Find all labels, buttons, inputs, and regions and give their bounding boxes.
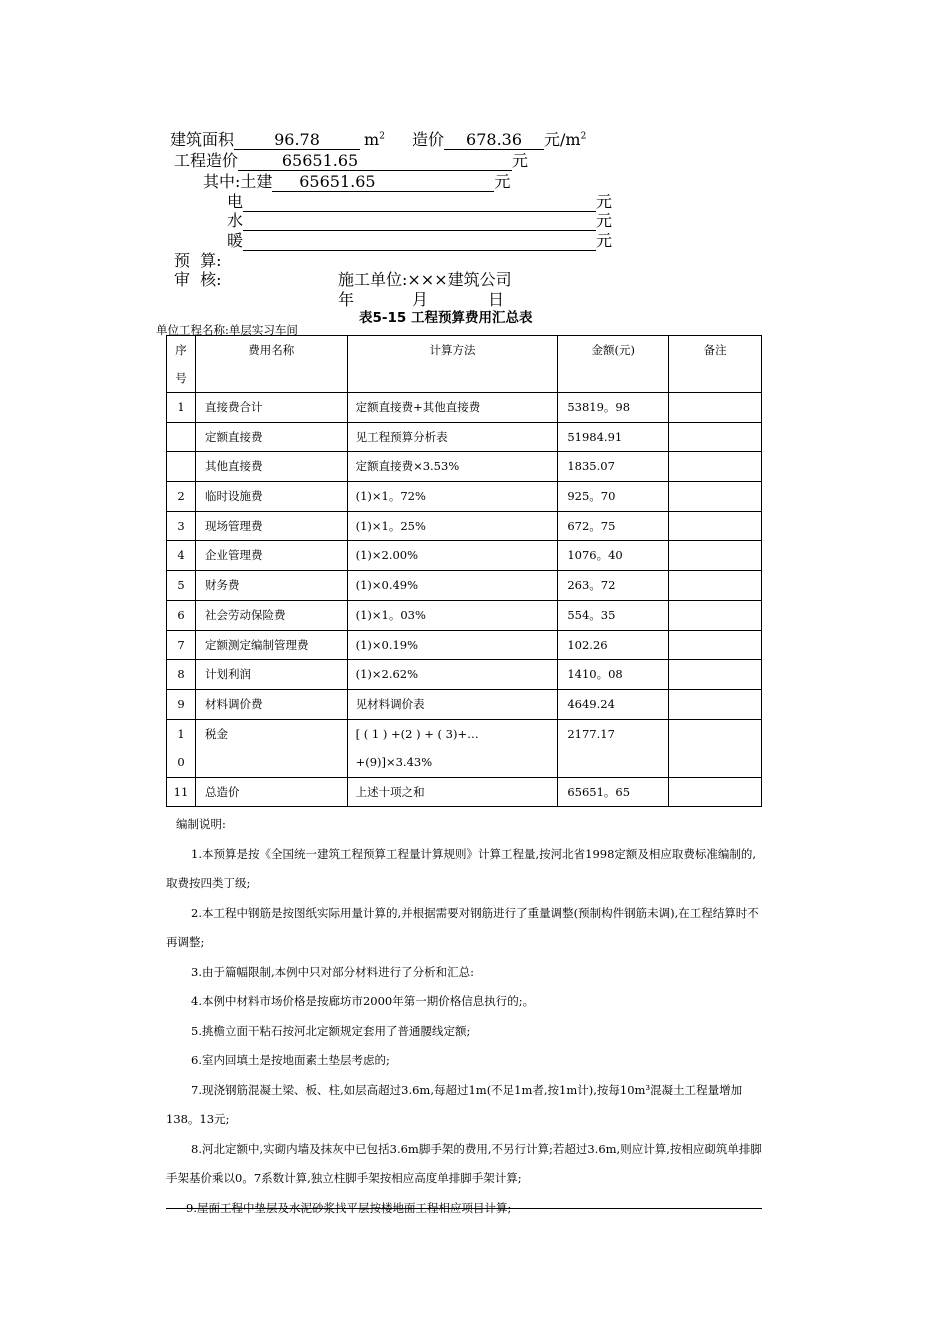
row-amount: 1076。40 xyxy=(558,541,669,571)
row-name: 税金 xyxy=(195,719,347,777)
note-item: 8.河北定额中,实砌内墙及抹灰中已包括3.6m脚手架的费用,不另行计算;若超过3.6m,则应计算,按相应砌筑单排脚手架基价乘以0。7系数计算,独立柱脚手架按相应高度单排脚手架计算; xyxy=(166,1141,762,1185)
row-no: 11 xyxy=(167,777,196,807)
heat-line xyxy=(227,228,612,251)
row-no: 1 xyxy=(167,393,196,423)
price-unit: 元$/m^2$ xyxy=(544,130,587,149)
row-amount: 102.26 xyxy=(558,630,669,660)
row-remark xyxy=(669,541,762,571)
date-month: 月 xyxy=(412,290,429,309)
row-method: (1)×0.49% xyxy=(347,571,558,601)
compilation-notes xyxy=(166,810,762,1223)
row-method: 见工程预算分析表 xyxy=(347,422,558,452)
table-row xyxy=(167,482,762,512)
row-remark xyxy=(669,777,762,807)
row-amount: 4649.24 xyxy=(558,689,669,719)
area-label: 建筑面积 xyxy=(170,130,235,149)
row-name: 企业管理费 xyxy=(195,541,347,571)
row-no: 3 xyxy=(167,511,196,541)
row-name: 社会劳动保险费 xyxy=(195,600,347,630)
row-name: 财务费 xyxy=(195,571,347,601)
row-no: 7 xyxy=(167,630,196,660)
row-remark xyxy=(669,689,762,719)
table-header-row xyxy=(167,336,762,393)
row-remark xyxy=(669,393,762,423)
row-no xyxy=(167,452,196,482)
civil-value: 65651.65 xyxy=(272,172,494,192)
bottom-rule xyxy=(166,1208,762,1209)
header-amount: 金额(元) xyxy=(558,336,669,393)
row-no xyxy=(167,422,196,452)
row-remark xyxy=(669,719,762,777)
row-remark xyxy=(669,660,762,690)
header-no: 序 号 xyxy=(167,336,196,393)
row-name: 定额测定编制管理费 xyxy=(195,630,347,660)
row-amount: 2177.17 xyxy=(558,719,669,777)
cost-label: 工程造价 xyxy=(174,151,239,170)
budget-label: 预 算: xyxy=(174,251,222,270)
company-name: 施工单位:×××建筑公司 xyxy=(338,270,512,289)
row-name: 其他直接费 xyxy=(195,452,347,482)
header-method: 计算方法 xyxy=(347,336,558,393)
row-method: (1)×1。72% xyxy=(347,482,558,512)
row-amount: 672。75 xyxy=(558,511,669,541)
elec-label: 电 xyxy=(227,192,244,211)
row-method: 上述十项之和 xyxy=(347,777,558,807)
row-no: 6 xyxy=(167,600,196,630)
note-item: 3.由于篇幅限制,本例中只对部分材料进行了分析和汇总: xyxy=(191,964,474,979)
note-item: 7.现浇钢筋混凝土梁、板、柱,如层高超过3.6m,每超过1m(不足1m者,按1m计),按每10m³混凝土工程量增加138。13元; xyxy=(166,1082,743,1126)
water-label: 水 xyxy=(227,211,244,230)
row-name: 计划利润 xyxy=(195,660,347,690)
table-row xyxy=(167,689,762,719)
price-label: 造价 xyxy=(412,130,445,149)
note-item: 1.本预算是按《全国统一建筑工程预算工程量计算规则》计算工程量,按河北省1998定额及相应取费标准编制的,取费按四类丁级; xyxy=(166,846,757,890)
row-remark xyxy=(669,482,762,512)
row-remark xyxy=(669,422,762,452)
row-method: (1)×0.19% xyxy=(347,630,558,660)
table-row-total xyxy=(167,777,762,807)
row-amount: 554。35 xyxy=(558,600,669,630)
heat-unit: 元 xyxy=(596,231,613,250)
note-item: 4.本例中材料市场价格是按廊坊市2000年第一期价格信息执行的;。 xyxy=(191,994,535,1008)
table-row xyxy=(167,571,762,601)
row-amount: 925。70 xyxy=(558,482,669,512)
header-remark: 备注 xyxy=(669,336,762,393)
cost-line xyxy=(174,148,528,171)
area-value: 96.78 xyxy=(234,130,360,150)
row-amount: 65651。65 xyxy=(558,777,669,807)
table-row-tax xyxy=(167,719,762,777)
table-row xyxy=(167,393,762,423)
table-row xyxy=(167,511,762,541)
date-year: 年 xyxy=(338,290,355,309)
row-no: 2 xyxy=(167,482,196,512)
water-unit: 元 xyxy=(596,211,613,230)
table-row xyxy=(167,660,762,690)
row-method: 见材料调价表 xyxy=(347,689,558,719)
heat-blank xyxy=(243,231,596,251)
row-method: [ ( 1 ) +(2 ) + ( 3)+… +(9)]×3.43% xyxy=(347,719,558,777)
row-no: 4 xyxy=(167,541,196,571)
row-amount: 1410。08 xyxy=(558,660,669,690)
row-method: (1)×2.62% xyxy=(347,660,558,690)
cost-value: 65651.65 xyxy=(238,151,512,171)
row-amount: 51984.91 xyxy=(558,422,669,452)
header-name: 费用名称 xyxy=(195,336,347,393)
row-method: (1)×2.00% xyxy=(347,541,558,571)
price-value: 678.36 xyxy=(444,130,544,150)
table-row xyxy=(167,600,762,630)
row-name: 材料调价费 xyxy=(195,689,347,719)
row-method: 定额直接费+其他直接费 xyxy=(347,393,558,423)
table-row xyxy=(167,422,762,452)
elec-unit: 元 xyxy=(596,192,613,211)
row-method: (1)×1。25% xyxy=(347,511,558,541)
table-title: 表5-15 工程预算费用汇总表 xyxy=(359,310,533,326)
civil-unit: 元 xyxy=(494,172,511,191)
heat-label: 暖 xyxy=(227,231,244,250)
row-name: 定额直接费 xyxy=(195,422,347,452)
row-amount: 263。72 xyxy=(558,571,669,601)
row-name: 直接费合计 xyxy=(195,393,347,423)
row-remark xyxy=(669,452,762,482)
cost-unit: 元 xyxy=(512,151,529,170)
note-item: 2.本工程中钢筋是按图纸实际用量计算的,并根据需要对钢筋进行了重量调整(预制构件钢筋未调),在工程结算时不再调整; xyxy=(166,905,759,949)
row-no: 8 xyxy=(167,660,196,690)
row-method: 定额直接费×3.53% xyxy=(347,452,558,482)
row-no: 5 xyxy=(167,571,196,601)
civil-label: 其中:土建 xyxy=(203,172,273,191)
table-row xyxy=(167,452,762,482)
review-label: 审 核: xyxy=(174,270,222,289)
row-amount: 1835.07 xyxy=(558,452,669,482)
date-day: 日 xyxy=(488,290,505,309)
row-remark xyxy=(669,630,762,660)
cost-summary-table xyxy=(166,335,762,807)
notes-heading: 编制说明: xyxy=(176,817,226,831)
row-name: 现场管理费 xyxy=(195,511,347,541)
note-item: 5.挑檐立面干粘石按河北定额规定套用了普通腰线定额; xyxy=(191,1023,471,1038)
table-row xyxy=(167,541,762,571)
row-name: 临时设施费 xyxy=(195,482,347,512)
note-item: 6.室内回填土是按地面素土垫层考虑的; xyxy=(191,1053,390,1067)
row-method: (1)×1。03% xyxy=(347,600,558,630)
area-unit: $m^2$ xyxy=(364,130,385,149)
row-amount: 53819。98 xyxy=(558,393,669,423)
row-name: 总造价 xyxy=(195,777,347,807)
row-remark xyxy=(669,571,762,601)
unit-project-name: 单位工程名称:单层实习车间 xyxy=(156,323,298,337)
row-remark xyxy=(669,600,762,630)
row-no: 9 xyxy=(167,689,196,719)
row-remark xyxy=(669,511,762,541)
row-no: 1 0 xyxy=(167,719,196,777)
area-line xyxy=(170,127,586,150)
table-row xyxy=(167,630,762,660)
note-item: 9.屋面工程中垫层及水泥砂浆找平层按楼地面工程相应项目计算; xyxy=(186,1200,512,1215)
